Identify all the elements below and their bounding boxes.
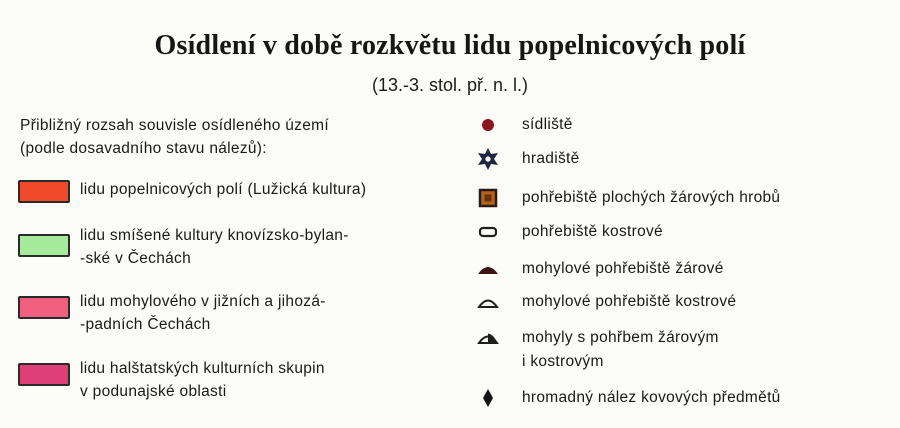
color-swatch (18, 363, 70, 386)
dot-icon (476, 113, 500, 137)
area-label-line: lidu popelnicových polí (Lužická kultura) (80, 181, 367, 198)
symbol-label (522, 257, 724, 281)
area-legend-label (80, 178, 470, 201)
symbol-label-line: i kostrovým (522, 353, 604, 370)
diamond-icon (476, 386, 500, 410)
area-label-line: lidu smíšené kultury knovízsko-bylan- (80, 227, 349, 244)
symbol-label (522, 290, 736, 314)
square-icon (476, 186, 500, 210)
symbol-label (522, 186, 780, 210)
half-mound-icon (476, 326, 500, 350)
area-legend-label (80, 357, 470, 403)
symbol-label-line: pohřebiště plochých žárových hrobů (522, 189, 781, 206)
area-label-line: lidu mohylového v jižních a jihozá- (80, 293, 326, 310)
color-swatch (18, 296, 70, 319)
area-label-line: lidu halštatských kulturních skupin (80, 360, 325, 377)
color-swatch (18, 234, 70, 257)
legend-subtitle: (13.-3. stol. př. n. l.) (371, 75, 529, 95)
symbol-label-line: sídliště (522, 116, 573, 133)
symbol-label (522, 326, 719, 374)
rounded-rect-icon (476, 220, 500, 244)
fortified-settlement-icon (476, 147, 500, 171)
symbol-label (522, 220, 663, 244)
symbol-label-line: pohřebiště kostrové (522, 223, 663, 240)
symbol-label-line: hradiště (522, 150, 580, 167)
area-label-line: -padních Čechách (80, 316, 211, 333)
symbol-label-line: mohylové pohřebiště kostrové (522, 293, 737, 310)
color-swatch (18, 180, 70, 203)
area-legend-label (80, 290, 470, 336)
legend-title: Osídlení v době rozkvětu lidu popelnicových polí (154, 30, 746, 61)
area-intro-line: (podle dosavadního stavu nálezů): (20, 140, 267, 157)
symbol-label (522, 113, 573, 137)
area-legend-label (80, 224, 470, 270)
symbol-label-line: mohylové pohřebiště žárové (522, 260, 724, 277)
area-label-line: v podunajské oblasti (80, 383, 227, 400)
filled-mound-icon (476, 257, 500, 281)
symbol-label-line: mohyly s pohřbem žárovým (522, 329, 719, 346)
outline-mound-icon (476, 290, 500, 314)
area-intro-line: Přibližný rozsah souvisle osídleného území (20, 117, 329, 134)
area-label-line: -ské v Čechách (80, 250, 192, 267)
area-legend-intro (20, 114, 460, 160)
symbol-label (522, 147, 580, 171)
symbol-label-line: hromadný nález kovových předmětů (522, 389, 781, 406)
symbol-label (522, 386, 781, 410)
